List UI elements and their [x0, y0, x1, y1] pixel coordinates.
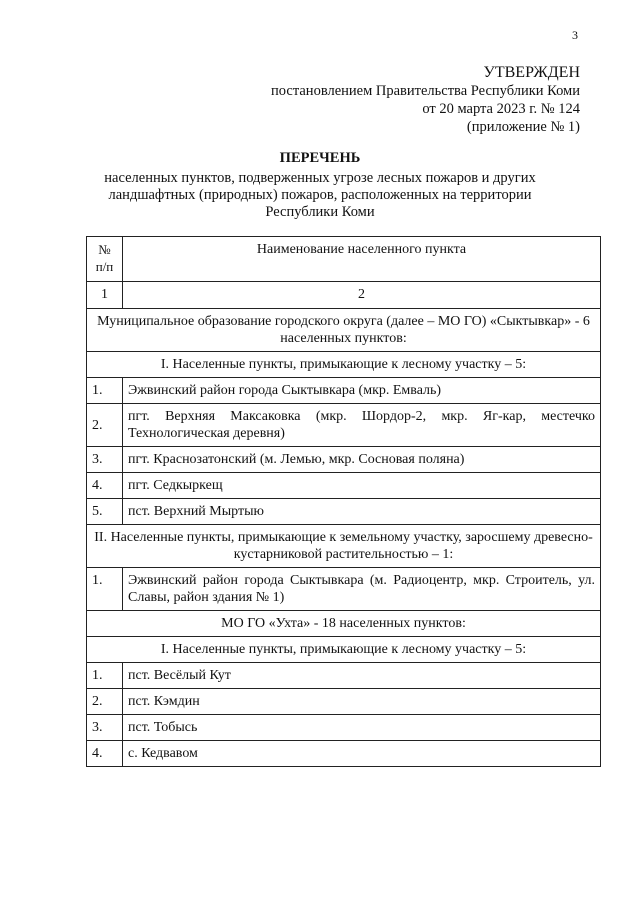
- row-number: 3.: [87, 447, 123, 473]
- row-name: пст. Кэмдин: [123, 689, 601, 715]
- section-row: [87, 309, 601, 352]
- header-name: Наименование населенного пункта: [123, 237, 601, 282]
- header-number: № п/п: [87, 237, 123, 282]
- column-number-row: [87, 282, 601, 309]
- page-number: 3: [572, 28, 578, 42]
- group-title: II. Населенные пункты, примыкающие к земельному участку, заросшему древесно-кустарниковой растительностью – 1:: [87, 525, 601, 568]
- section-row: [87, 525, 601, 568]
- row-name: пст. Весёлый Кут: [123, 663, 601, 689]
- table-row: [87, 663, 601, 689]
- municipality-title-ukhta: МО ГО «Ухта» - 18 населенных пунктов:: [87, 611, 601, 637]
- table-row: [87, 404, 601, 447]
- row-name: пст. Верхний Мыртыю: [123, 499, 601, 525]
- row-number: 1.: [87, 378, 123, 404]
- approval-title: УТВЕРЖДЕН: [483, 64, 580, 81]
- row-number: 2.: [87, 404, 123, 447]
- section-row: [87, 637, 601, 663]
- row-name: с. Кедвавом: [123, 741, 601, 767]
- table-row: [87, 689, 601, 715]
- approval-line-2: от 20 марта 2023 г. № 124: [422, 101, 580, 117]
- approval-line-1: постановлением Правительства Республики Коми: [271, 83, 580, 99]
- row-number: 1.: [87, 568, 123, 611]
- group-title: I. Населенные пункты, примыкающие к лесному участку – 5:: [87, 637, 601, 663]
- row-name: пгт. Верхняя Максаковка (мкр. Шордор-2, мкр. Яг-кар, местечко Технологическая деревня): [123, 404, 601, 447]
- table-row: [87, 499, 601, 525]
- table-row: [87, 447, 601, 473]
- approval-line-3: (приложение № 1): [466, 119, 580, 135]
- approval-stamp: [271, 64, 580, 136]
- column-number-1: 1: [87, 282, 123, 309]
- table-row: [87, 473, 601, 499]
- municipality-title-syktyvkar: Муниципальное образование городского округа (далее – МО ГО) «Сыктывкар» - 6 населенных пунктов:: [87, 309, 601, 352]
- row-number: 4.: [87, 741, 123, 767]
- row-number: 2.: [87, 689, 123, 715]
- row-number: 3.: [87, 715, 123, 741]
- table-row: [87, 715, 601, 741]
- document-title: ПЕРЕЧЕНЬ: [279, 150, 361, 166]
- table-header-row: [87, 237, 601, 282]
- section-row: [87, 352, 601, 378]
- row-number: 4.: [87, 473, 123, 499]
- column-number-2: 2: [123, 282, 601, 309]
- settlements-table: [86, 236, 601, 767]
- document-heading: [0, 150, 640, 221]
- table-row: [87, 378, 601, 404]
- row-name: пст. Тобысь: [123, 715, 601, 741]
- group-title: I. Населенные пункты, примыкающие к лесному участку – 5:: [87, 352, 601, 378]
- table-row: [87, 741, 601, 767]
- row-number: 5.: [87, 499, 123, 525]
- row-name: пгт. Краснозатонский (м. Лемью, мкр. Сосновая поляна): [123, 447, 601, 473]
- row-name: Эжвинский район города Сыктывкара (м. Радиоцентр, мкр. Строитель, ул. Славы, район здания № 1): [123, 568, 601, 611]
- section-row: [87, 611, 601, 637]
- document-subtitle: населенных пунктов, подверженных угрозе лесных пожаров и других ландшафтных (природных) пожаров, расположенных на территории Республики Коми: [104, 170, 536, 220]
- row-name: пгт. Седкыркещ: [123, 473, 601, 499]
- row-name: Эжвинский район города Сыктывкара (мкр. Емваль): [123, 378, 601, 404]
- row-number: 1.: [87, 663, 123, 689]
- table-row: [87, 568, 601, 611]
